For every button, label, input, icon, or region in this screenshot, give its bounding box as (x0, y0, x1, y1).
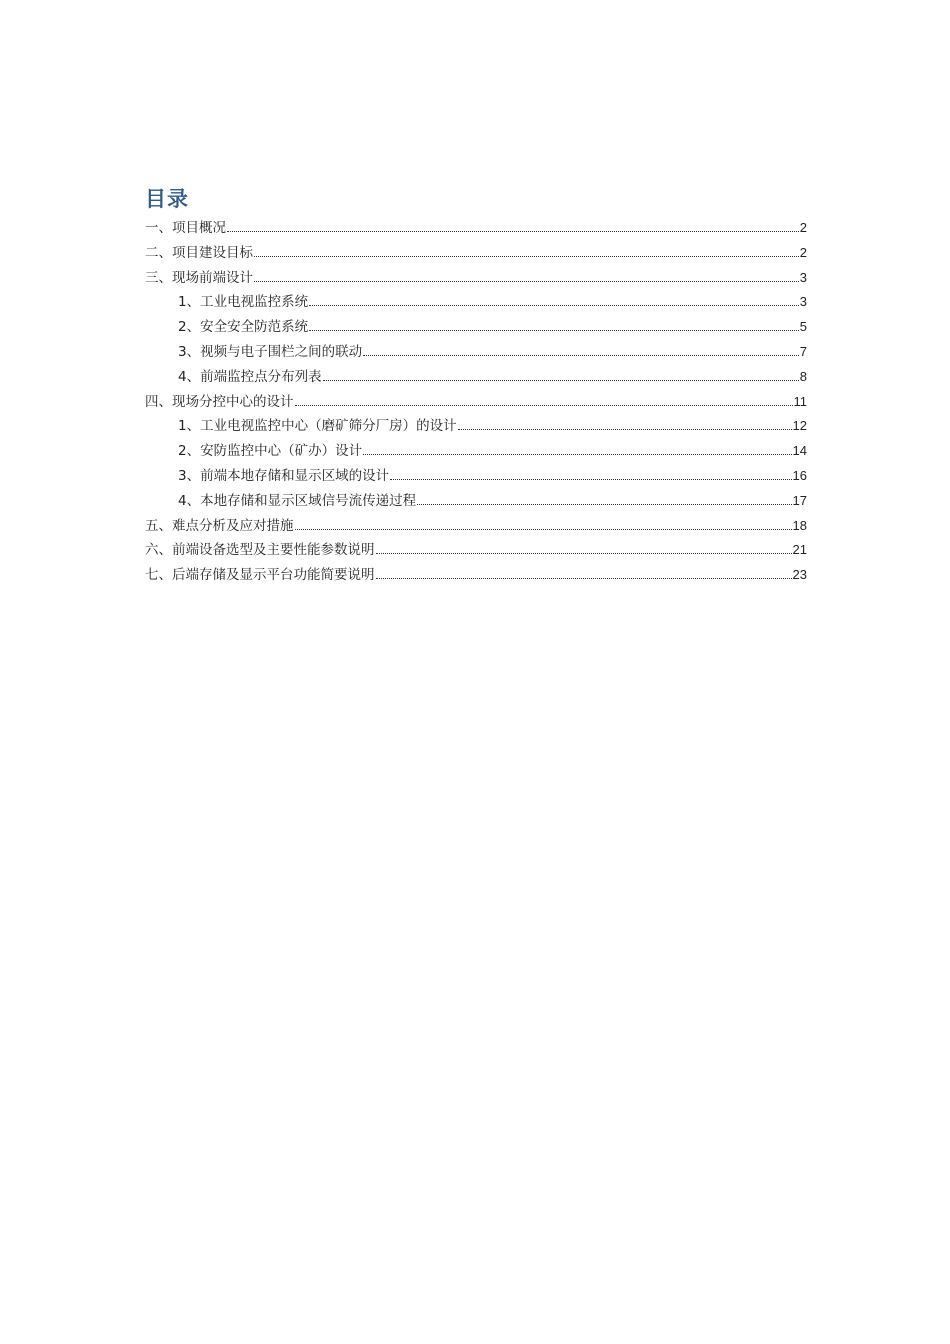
toc-entry-label: 一、项目概况 (145, 220, 226, 236)
dot-leader (295, 528, 792, 530)
toc-subentry[interactable] (145, 317, 807, 342)
toc-subentry[interactable] (145, 416, 807, 441)
toc-entry-label: 五、难点分析及应对措施 (145, 517, 294, 534)
dot-leader (309, 304, 799, 306)
toc-entry-label: 四、现场分控中心的设计 (145, 393, 294, 410)
toc-entry[interactable] (145, 516, 807, 541)
toc-subentry[interactable] (145, 466, 807, 491)
toc-entry-page: 14 (792, 443, 807, 459)
dot-leader (254, 255, 799, 257)
dot-leader (309, 329, 799, 331)
toc-entry-label: 六、前端设备选型及主要性能参数说明 (145, 542, 375, 559)
dot-leader (295, 404, 793, 406)
toc-entry-label: 3、前端本地存储和显示区域的设计 (178, 467, 390, 484)
toc-entry-page: 21 (792, 542, 807, 558)
toc-entry-page: 3 (799, 269, 807, 285)
toc-entry-page: 11 (793, 393, 807, 409)
toc-entry-page: 8 (799, 368, 807, 384)
toc-entry[interactable] (145, 392, 807, 417)
dot-leader (458, 428, 792, 430)
toc-entry-page: 7 (799, 343, 807, 359)
toc-entry[interactable] (145, 565, 807, 590)
toc-entry-page: 5 (799, 319, 807, 335)
toc-entry-label: 3、视频与电子围栏之间的联动 (178, 343, 363, 360)
toc-subentry[interactable] (145, 491, 807, 516)
dot-leader (323, 379, 799, 381)
toc-entry-page: 18 (792, 517, 807, 533)
toc-subentry[interactable] (145, 342, 807, 367)
dot-leader (363, 453, 791, 455)
toc-entry[interactable] (145, 218, 807, 243)
toc-entry[interactable] (145, 268, 807, 293)
toc-subentry[interactable] (145, 292, 807, 317)
toc-entry[interactable] (145, 540, 807, 565)
toc-entry-label: 4、本地存储和显示区域信号流传递过程 (178, 492, 417, 509)
toc-subentry[interactable] (145, 367, 807, 392)
toc-subentry[interactable] (145, 441, 807, 466)
dot-leader (227, 230, 799, 232)
toc-entry-label: 2、安防监控中心（矿办）设计 (178, 443, 363, 460)
dot-leader (254, 280, 799, 282)
toc-entry-page: 12 (792, 418, 807, 434)
toc-entry-label: 1、工业电视监控中心（磨矿筛分厂房）的设计 (178, 418, 457, 435)
toc-entry-label: 二、项目建设目标 (145, 244, 253, 261)
toc-title: 目录 (145, 187, 189, 211)
dot-leader (417, 503, 791, 505)
toc-entry-label: 4、前端监控点分布列表 (178, 368, 322, 385)
toc-entry-page: 17 (792, 492, 807, 508)
toc-entry-label: 2、安全安全防范系统 (178, 319, 309, 336)
dot-leader (390, 478, 791, 480)
toc-entry-label: 七、后端存储及显示平台功能简要说明 (145, 567, 375, 584)
toc-entry-page: 23 (792, 567, 807, 583)
dot-leader (376, 552, 792, 554)
toc-entry-page: 2 (799, 220, 807, 235)
dot-leader (376, 577, 792, 579)
toc-entry[interactable] (145, 243, 807, 268)
toc-entry-label: 三、现场前端设计 (145, 269, 253, 286)
toc-entry-page: 2 (799, 244, 807, 260)
toc-entry-page: 3 (799, 294, 807, 310)
toc-entry-label: 1、工业电视监控系统 (178, 294, 309, 311)
dot-leader (363, 354, 799, 356)
toc-entry-page: 16 (792, 467, 807, 483)
toc-list (145, 218, 807, 590)
